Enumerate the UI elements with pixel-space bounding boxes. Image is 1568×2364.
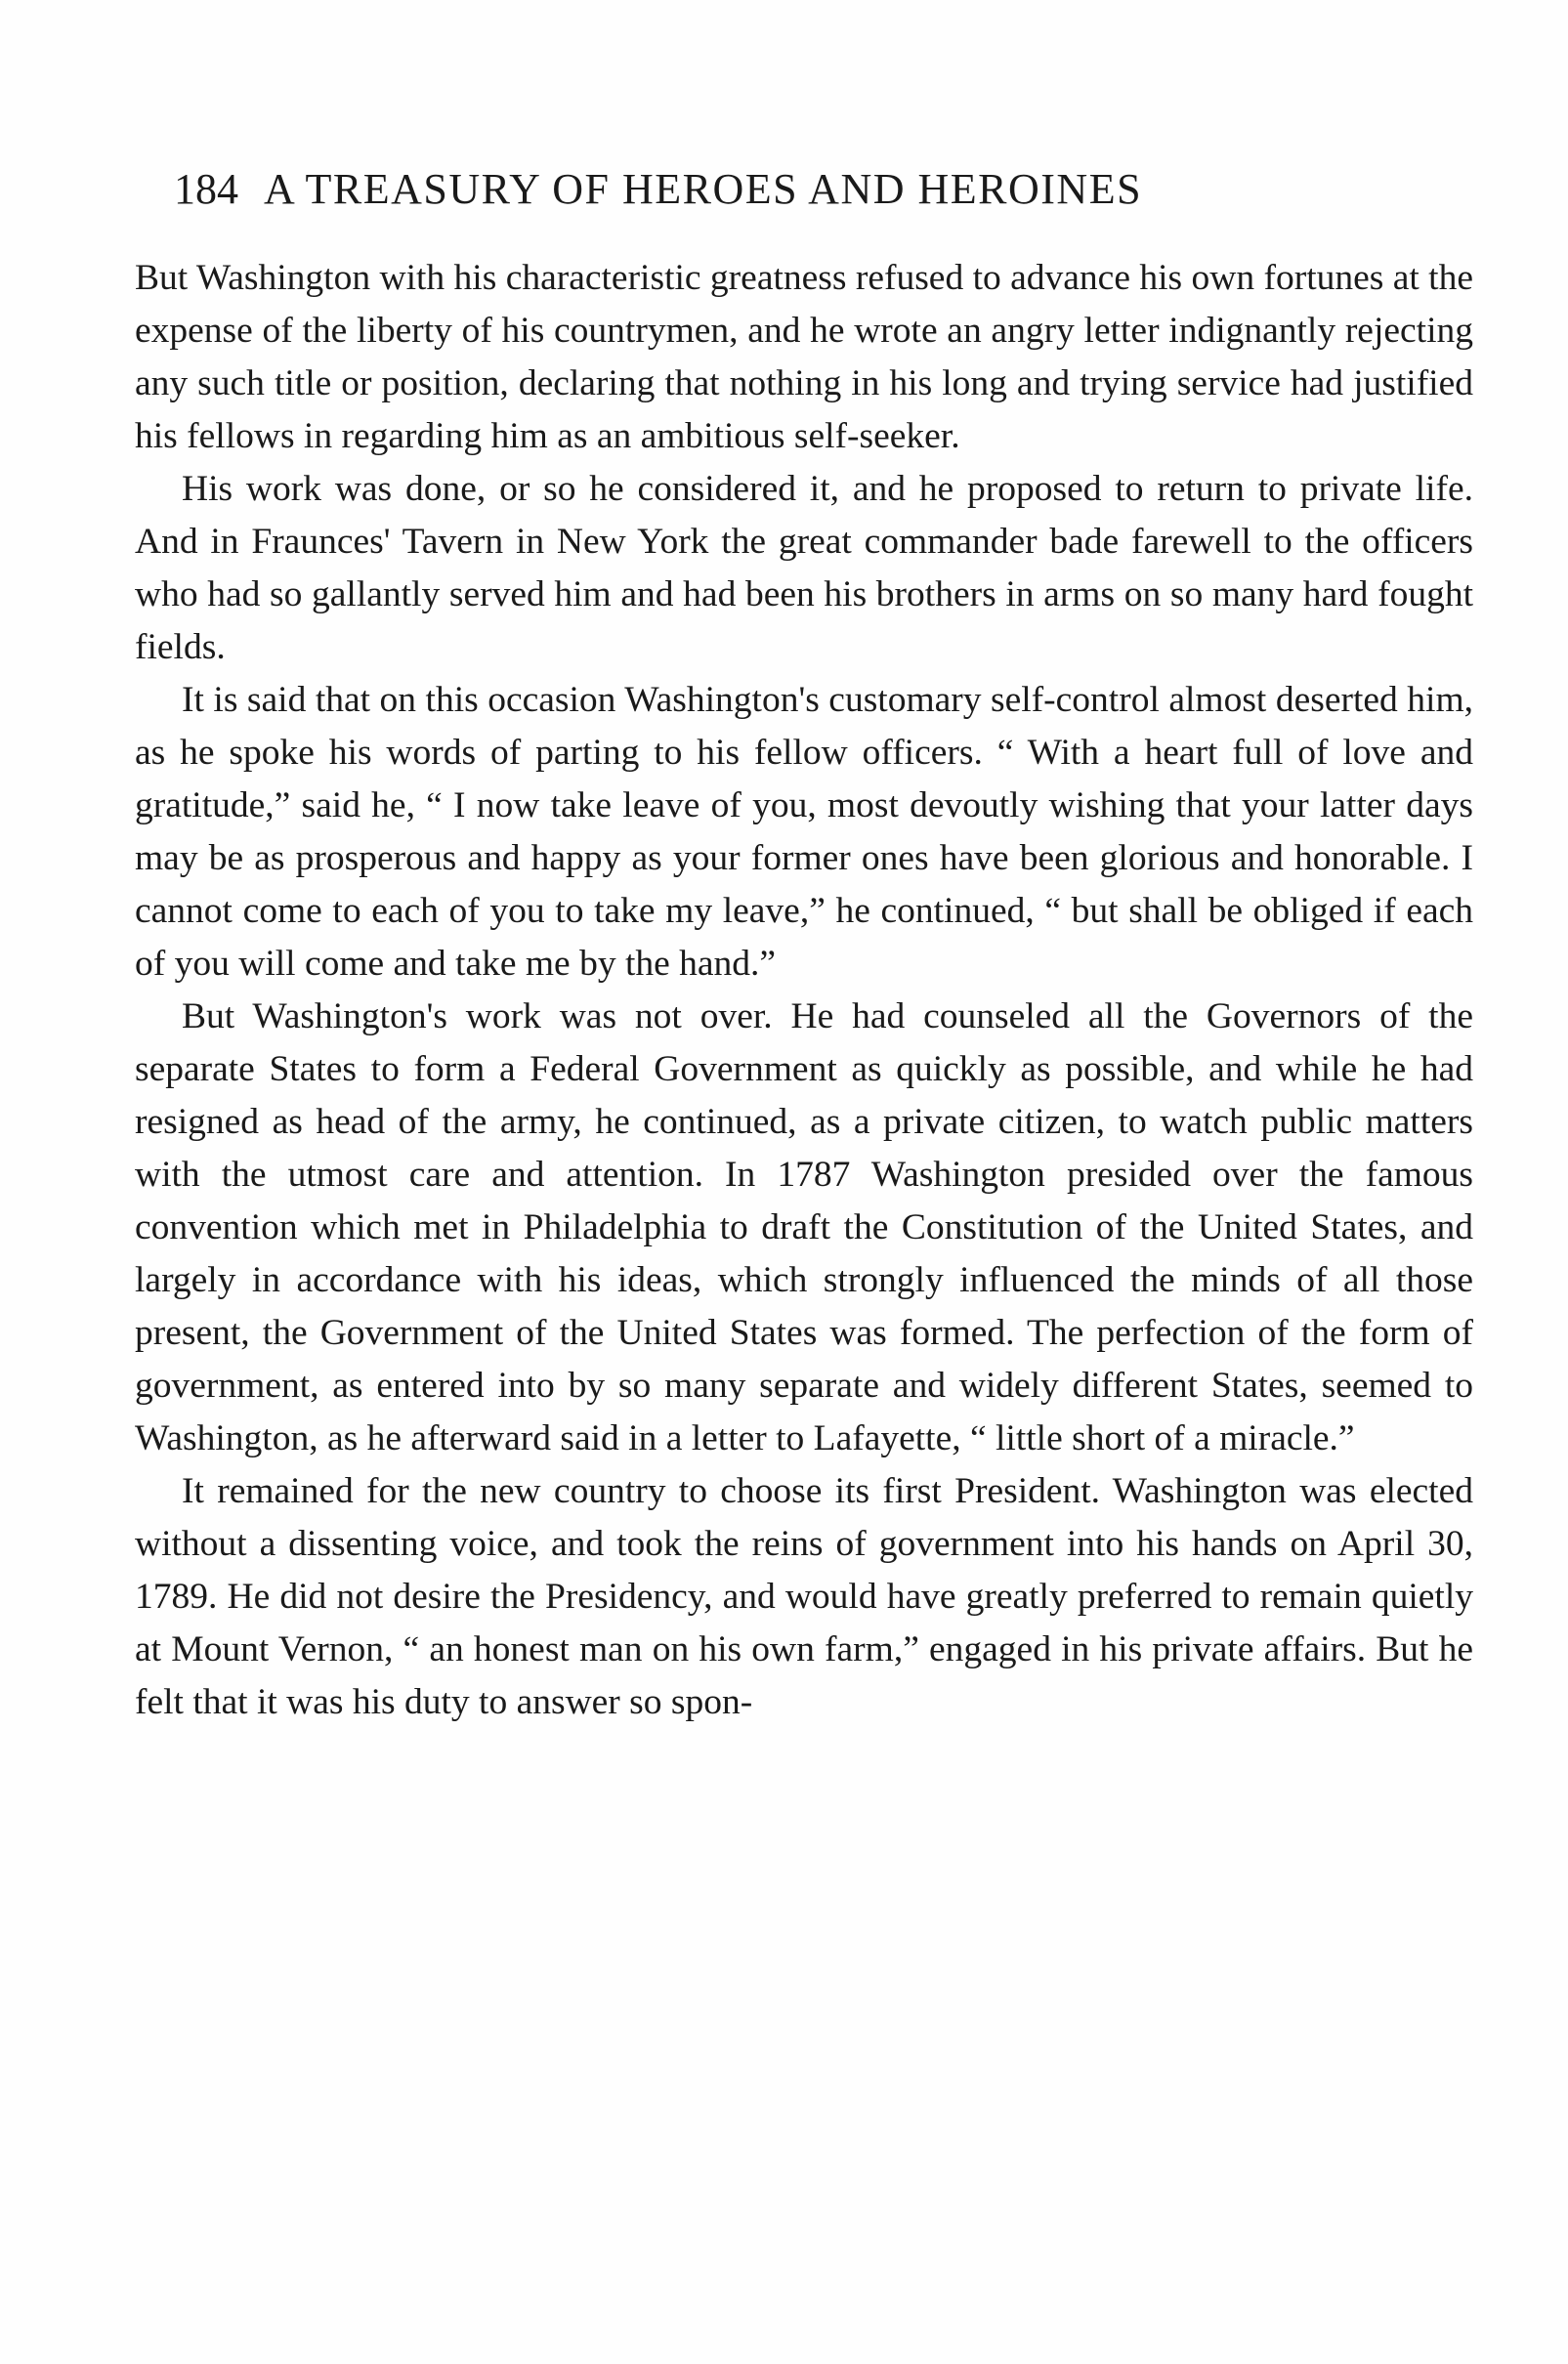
running-title: A TREASURY OF HEROES AND HEROINES <box>264 165 1143 213</box>
paragraph: It is said that on this occasion Washington's customary self-control almost deserted him, as he spoke his words of parting to his fellow officers. “ With a heart full of love and gratitude,” said he, “ I now take leave of you, most devoutly wishing that your latter days may be as prosperous and happy as your former ones have been glorious and honorable. I cannot come to each of you to take my leave,” he continued, “ but shall be obliged if each of you will come and take me by the hand.” <box>135 680 1473 984</box>
paragraph: But Washington with his characteristic greatness refused to advance his own fortunes at the expense of the liberty of his countrymen, and he wrote an angry letter indignantly rejecting any such title or position, declaring that nothing in his long and trying service had justified his fellows in regarding him as an ambitious self-seeker. <box>135 258 1473 456</box>
paragraph: It remained for the new country to choose its first President. Washington was elected without a dissenting voice, and took the reins of government into his hands on April 30, 1789. He did not desire the Presidency, and would have greatly preferred to remain quietly at Mount Vernon, “ an honest man on his own farm,” engaged in his private affairs. But he felt that it was his duty to answer so spon- <box>135 1471 1473 1722</box>
paragraph: His work was done, or so he considered it, and he proposed to return to private life. And in Fraunces' Tavern in New York the great commander bade farewell to the officers who had so gallantly served him and had been his brothers in arms on so many hard fought fields. <box>135 469 1473 667</box>
body-text <box>135 252 1473 1729</box>
page-header <box>174 158 1473 221</box>
page-number: 184 <box>174 165 238 213</box>
paragraph: But Washington's work was not over. He had counseled all the Governors of the separate States to form a Federal Government as quickly as possible, and while he had resigned as head of the army, he continued, as a private citizen, to watch public matters with the utmost care and attention. In 1787 Washington presided over the famous convention which met in Philadelphia to draft the Constitution of the United States, and largely in accordance with his ideas, which strongly influenced the minds of all those present, the Government of the United States was formed. The perfection of the form of government, as entered into by so many separate and widely different States, seemed to Washington, as he afterward said in a letter to Lafayette, “ little short of a miracle.” <box>135 996 1473 1458</box>
